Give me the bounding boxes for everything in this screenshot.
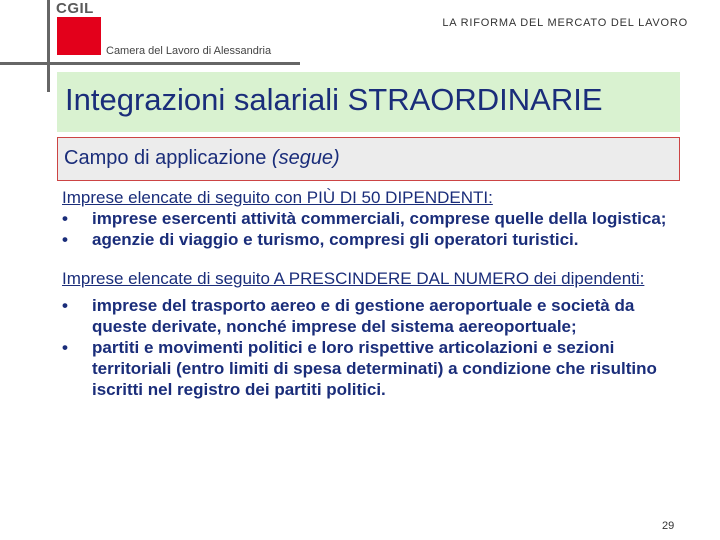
section-title-box [57,137,680,181]
section-title [64,147,340,170]
header-horizontal-rule [0,62,300,65]
slide-title: Integrazioni salariali STRAORDINARIE [65,82,603,117]
page-number: 29 [662,520,675,532]
list-item [62,295,692,337]
header-subtitle: Camera del Lavoro di Alessandria [106,45,272,57]
bullet: • [62,296,68,315]
group2-list [62,295,692,400]
group1-heading: Imprese elencate di seguito con PIÙ DI 50 DIPENDENTI: [62,188,493,207]
list-item-text: imprese del trasporto aereo e di gestione aeroportuale e società da queste derivate, nonché imprese del sistema aereoportuale; [92,296,635,336]
slide-content [62,187,692,400]
cgil-logo-block [57,17,101,55]
section-title-suffix: (segue) [271,147,340,169]
title-box [57,72,680,132]
header-top-right: LA RIFORMA DEL MERCATO DEL LAVORO [442,17,688,29]
header-vertical-rule [47,0,50,92]
group1-list [62,208,692,250]
list-item [62,337,692,400]
list-item-text: imprese esercenti attività commerciali, comprese quelle della logistica; [92,209,667,228]
list-item [62,229,692,250]
list-item [62,208,692,229]
bullet: • [62,209,68,228]
bullet: • [62,338,68,357]
group2-heading: Imprese elencate di seguito A PRESCINDERE DAL NUMERO dei dipendenti: [62,269,645,288]
bullet: • [62,230,68,249]
list-item-text: agenzie di viaggio e turismo, compresi gli operatori turistici. [92,230,579,249]
list-item-text: partiti e movimenti politici e loro rispettive articolazioni e sezioni territoriali (entro limiti di spesa determinati) a condizione che risultino iscritti nel registro dei partiti politici. [92,338,657,399]
cgil-logo-text: CGIL [56,0,94,17]
section-title-main: Campo di applicazione [64,147,267,169]
